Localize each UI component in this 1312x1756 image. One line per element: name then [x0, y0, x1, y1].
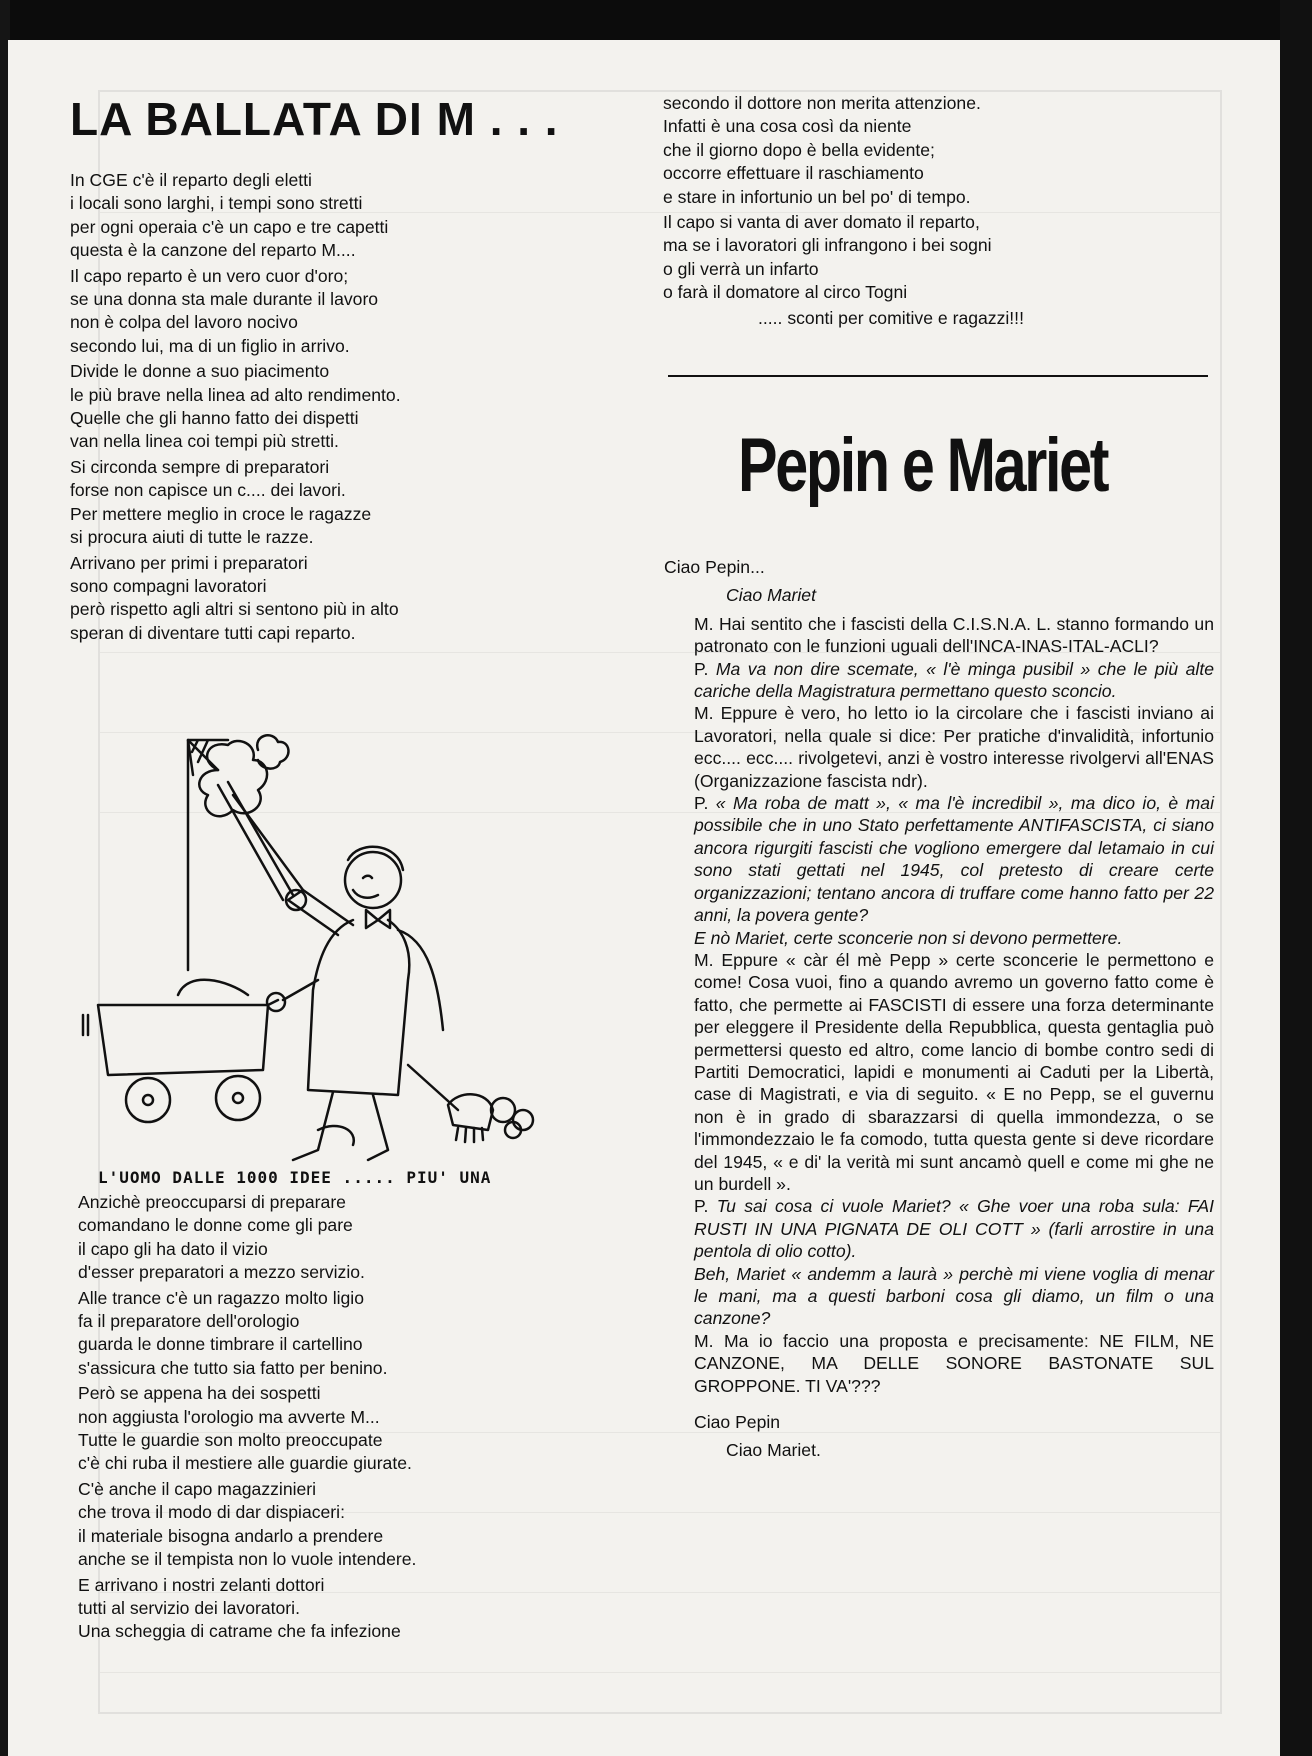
poem-line: i locali sono larghi, i tempi sono stretti	[70, 193, 363, 214]
poem-line: o farà il domatore al circo Togni	[663, 282, 908, 303]
poem-line: si procura aiuti di tutte le razze.	[70, 527, 314, 548]
poem-line: non aggiusta l'orologio ma avverte M...	[78, 1406, 380, 1427]
poem-line: Il capo reparto è un vero cuor d'oro;	[70, 265, 349, 286]
magazine-page	[8, 40, 1280, 1756]
poem-line: secondo lui, ma di un figlio in arrivo.	[70, 335, 350, 356]
poem-line: s'assicura che tutto sia fatto per benino.	[78, 1357, 388, 1378]
closing-pepin: Ciao Pepin	[694, 1412, 781, 1433]
cartoon-cart-wheel-left	[126, 1078, 170, 1122]
poem-closing-line: ..... sconti per comitive e ragazzi!!!	[758, 307, 1024, 328]
dialog-paragraph: M. Ma io faccio una proposta e precisamente: NE FILM, NE CANZONE, MA DELLE SONORE BASTONATE SUL GROPPONE. TI VA'???	[694, 1330, 1214, 1396]
greeting-mariet: Ciao Mariet	[726, 585, 816, 606]
poem-line: In CGE c'è il reparto degli eletti	[70, 170, 312, 190]
dialog-paragraph: M. Eppure « càr él mè Pepp » certe sconcerie le permettono e come! Cosa vuoi, fino a quando avremo un governo fatto come è fatto, che permette ai FASCISTI di essere una forza determinante per eleggere il Presidente della Repubblica, questa gentaglia può permettersi questo ed altro, come lancio di bombe contro sedi di Partiti Democratici, lapidi e monumenti ai Caduti per la Libertà, case di Magistrati, e via di seguito. « E no Pepp, se el guvernu non è in grado di sbarazzarsi di quella immondezza, o se l'immondezzaio le fa comodo, tutta questa gente si deve ricordare del 1945, « e di' la verità mi sunt ancamò quell e come mi ghe ne un burdell ».	[694, 949, 1214, 1194]
poem-line: occorre effettuare il raschiamento	[663, 163, 924, 184]
poem-line: se una donna sta male durante il lavoro	[70, 289, 379, 310]
poem-line: ma se i lavoratori gli infrangono i bei sogni	[663, 235, 992, 256]
poem-line: Alle trance c'è un ragazzo molto ligio	[78, 1287, 364, 1308]
ballata-poem-part3	[663, 92, 1183, 330]
poem-line: d'esser preparatori a mezzo servizio.	[78, 1262, 365, 1283]
poem-line: c'è chi ruba il mestiere alle guardie giurate.	[78, 1453, 412, 1474]
poem-line: Divide le donne a suo piacimento	[70, 361, 330, 382]
poem-stanza	[78, 1478, 578, 1572]
poem-stanza	[70, 265, 540, 359]
closing-mariet: Ciao Mariet.	[726, 1440, 821, 1461]
poem-line: C'è anche il capo magazzinieri	[78, 1478, 317, 1499]
poem-line: fa il preparatore dell'orologio	[78, 1311, 300, 1332]
poem-line: Tutte le guardie son molto preoccupate	[78, 1430, 383, 1451]
cartoon-cart	[98, 1005, 268, 1075]
dialog-text: « Ma roba de matt », « ma l'è incredibil », ma dico io, è mai possibile che in uno Stato perfettamente ANTIFASCISTA, ci siano ancora rigurgiti fascisti che vogliono emergere dal letamaio in cui sono stati gettati nel 1945, col pretesto di creare certe organizzazioni; tentano ancora di truffare come hanno fatto per 22 anni, la povera gente?	[694, 793, 1214, 926]
dialog-paragraph	[664, 658, 1214, 703]
poem-line: sono compagni lavoratori	[70, 575, 267, 596]
poem-line: o gli verrà un infarto	[663, 258, 819, 279]
poem-stanza	[663, 211, 1183, 305]
dialog-text: Tu sai cosa ci vuole Mariet? « Ghe voer una roba sula: FAI RUSTI IN UNA PIGNATA DE OLI COTT » (farli arrostire in una pentola di olio cotto).	[694, 1196, 1214, 1262]
poem-line: il materiale bisogna andarlo a prendere	[78, 1525, 384, 1546]
cartoon-bow-tie	[366, 910, 390, 928]
poem-stanza	[70, 456, 540, 550]
dialog-paragraph	[664, 792, 1214, 926]
poem-stanza	[70, 552, 540, 646]
poem-line: Anzichè preoccuparsi di preparare	[78, 1192, 346, 1212]
dialog-speaker: P.	[694, 793, 709, 814]
poem-stanza	[70, 360, 540, 454]
cartoon-caption: L'UOMO DALLE 1000 IDEE ..... PIU' UNA	[98, 1168, 492, 1187]
poem-line: che trova il modo di dar dispiaceri:	[78, 1502, 345, 1523]
poem-line: guarda le donne timbrare il cartellino	[78, 1334, 363, 1355]
poem-line: tutti al servizio dei lavoratori.	[78, 1597, 300, 1618]
poem-line: Però se appena ha dei sospetti	[78, 1383, 321, 1404]
poem-line: che il giorno dopo è bella evidente;	[663, 139, 935, 160]
poem-line: il capo gli ha dato il vizio	[78, 1238, 268, 1259]
poem-line: Quelle che gli hanno fatto dei dispetti	[70, 408, 359, 429]
poem-line: speran di diventare tutti capi reparto.	[70, 622, 356, 643]
poem-line: anche se il tempista non lo vuole intendere.	[78, 1549, 417, 1570]
poem-line: non è colpa del lavoro nocivo	[70, 312, 298, 333]
poem-line: Si circonda sempre di preparatori	[70, 456, 330, 477]
pepin-mariet-title: Pepin e Mariet	[738, 423, 1108, 508]
cartoon-illustration	[68, 730, 548, 1200]
poem-line: comandano le donne come gli pare	[78, 1215, 353, 1236]
poem-stanza	[78, 1574, 578, 1644]
dialog-speaker: P.	[694, 1196, 709, 1217]
poem-line: però rispetto agli altri si sentono più in alto	[70, 599, 399, 620]
poem-line: forse non capisce un c.... dei lavori.	[70, 480, 346, 501]
ballata-title: LA BALLATA DI M . . .	[70, 93, 559, 145]
poem-line: van nella linea coi tempi più stretti.	[70, 431, 339, 452]
dialog-speaker: P.	[694, 658, 709, 679]
ballata-poem-part2	[78, 1191, 578, 1646]
right-scan-border	[1280, 0, 1312, 1756]
poem-line: le più brave nella linea ad alto rendimento.	[70, 384, 401, 405]
dialog-paragraph: Beh, Mariet « andemm a laurà » perchè mi viene voglia di menar le mani, ma a questi barboni cosa gli diamo, un film o una canzone?	[694, 1263, 1214, 1329]
cartoon-brush-head	[448, 1094, 493, 1130]
poem-line: Infatti è una cosa così da niente	[663, 116, 912, 137]
dialog-text: Ma va non dire scemate, « l'è minga pusibil » che le più alte cariche della Magistratura permettano questo sconcio.	[694, 658, 1215, 702]
ballata-poem-part1	[70, 169, 540, 647]
dialog-paragraph: M. Hai sentito che i fascisti della C.I.S.N.A. L. stanno formando un patronato con le funzioni uguali dell'INCA-INAS-ITAL-ACLI?	[694, 613, 1214, 657]
poem-line: per ogni operaia c'è un capo e tre capetti	[70, 216, 389, 237]
poem-line: Il capo si vanta di aver domato il reparto,	[663, 212, 980, 233]
poem-line: Arrivano per primi i preparatori	[70, 552, 308, 573]
poem-stanza	[663, 92, 1183, 209]
poem-line: E arrivano i nostri zelanti dottori	[78, 1574, 325, 1595]
greeting-pepin: Ciao Pepin...	[664, 557, 765, 577]
cartoon-man-head	[345, 852, 401, 908]
cartoon-bush	[199, 741, 267, 816]
poem-stanza	[70, 169, 540, 263]
poem-stanza	[78, 1287, 578, 1381]
poem-line: e stare in infortunio un bel po' di tempo.	[663, 186, 971, 207]
poem-line: questa è la canzone del reparto M....	[70, 240, 356, 261]
poem-line: Una scheggia di catrame che fa infezione	[78, 1621, 401, 1642]
cartoon-cart-wheel-right	[216, 1076, 260, 1120]
poem-stanza	[78, 1382, 578, 1476]
pepin-mariet-dialogue	[664, 550, 1214, 1468]
cartoon-raised-arm	[288, 890, 353, 935]
dialog-paragraph	[664, 1195, 1214, 1262]
cartoon-man-coat	[308, 920, 409, 1095]
top-scan-border	[0, 0, 1312, 40]
dialog-paragraph: M. Eppure è vero, ho letto io la circolare che i fascisti inviano ai Lavoratori, nella quale si dice: Per pratiche d'invalidità, infortunio ecc.... ecc.... rivolgetevi, anzi è vostro interesse rivolgervi all'ENAS (Organizzazione fascista ndr).	[694, 703, 1214, 791]
section-divider	[668, 375, 1208, 377]
dialog-paragraph: E nò Mariet, certe sconcerie non si devono permettere.	[694, 927, 1123, 948]
poem-line: secondo il dottore non merita attenzione.	[663, 93, 981, 113]
poem-line: Per mettere meglio in croce le ragazze	[70, 503, 372, 524]
poem-stanza	[78, 1191, 578, 1285]
